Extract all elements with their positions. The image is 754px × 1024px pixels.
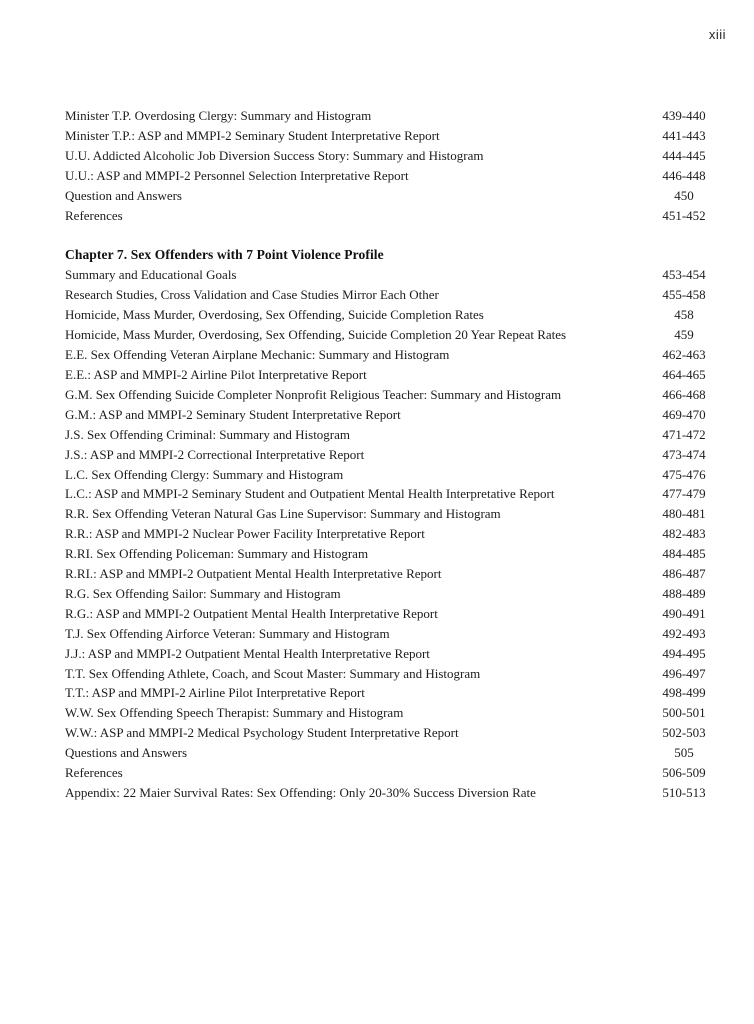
toc-entry-pages: 510-513	[662, 785, 706, 800]
toc-entry	[65, 763, 720, 783]
toc-entry-pages: 453-454	[662, 267, 706, 283]
toc-entry-pages: 492-493	[662, 625, 706, 641]
toc-entry-title: J.J.: ASP and MMPI-2 Outpatient Mental Health Interpretative Report	[65, 645, 430, 661]
toc-entry-title: R.G.: ASP and MMPI-2 Outpatient Mental Health Interpretative Report	[65, 605, 438, 621]
toc-entry	[65, 644, 720, 664]
toc-entry	[65, 425, 720, 445]
toc-entry	[65, 285, 720, 305]
toc-entry-pages: 439-440	[662, 108, 706, 123]
toc-entry-title: Homicide, Mass Murder, Overdosing, Sex Offending, Suicide Completion 20 Year Repeat Rates	[65, 327, 567, 343]
toc-entry-title: R.G. Sex Offending Sailor: Summary and Histogram	[65, 585, 341, 601]
toc-entry-title: Appendix: 22 Maier Survival Rates: Sex Offending: Only 20-30% Success Diversion Rate	[65, 785, 536, 800]
toc-entry-pages: 441-443	[662, 127, 706, 143]
toc-entry	[65, 664, 720, 684]
toc-entry	[65, 186, 720, 206]
toc-entry	[65, 544, 720, 564]
toc-entry-pages: 450	[674, 187, 694, 203]
toc-entry	[65, 265, 720, 285]
toc-entry-title: E.E. Sex Offending Veteran Airplane Mechanic: Summary and Histogram	[65, 347, 450, 363]
toc-entry-title: W.W. Sex Offending Speech Therapist: Summary and Histogram	[65, 705, 404, 721]
toc-entry-title: W.W.: ASP and MMPI-2 Medical Psychology Student Interpretative Report	[65, 725, 459, 741]
table-of-contents	[65, 106, 720, 803]
toc-entry-pages: 498-499	[662, 685, 706, 701]
toc-entry-title: J.S. Sex Offending Criminal: Summary and Histogram	[65, 426, 351, 442]
toc-entry-title: T.J. Sex Offending Airforce Veteran: Summary and Histogram	[65, 625, 390, 641]
toc-entry	[65, 564, 720, 584]
toc-entry-pages: 451-452	[662, 207, 706, 223]
toc-entry	[65, 126, 720, 146]
toc-entry-title: R.R.: ASP and MMPI-2 Nuclear Power Facility Interpretative Report	[65, 526, 425, 542]
toc-entry-pages: 475-476	[662, 466, 706, 482]
toc-entry-pages: 466-468	[662, 386, 706, 402]
toc-entry	[65, 405, 720, 425]
toc-entry-pages: 490-491	[662, 605, 706, 621]
toc-entry-pages: 464-465	[662, 366, 706, 382]
toc-entry-title: Minister T.P. Overdosing Clergy: Summary and Histogram	[65, 108, 372, 123]
toc-entry	[65, 445, 720, 465]
toc-entry-pages: 444-445	[662, 147, 706, 163]
toc-entry	[65, 484, 720, 504]
toc-entry-title: T.T.: ASP and MMPI-2 Airline Pilot Interpretative Report	[65, 685, 365, 701]
toc-entry-pages: 459	[674, 327, 694, 343]
toc-entry-title: G.M.: ASP and MMPI-2 Seminary Student Interpretative Report	[65, 406, 401, 422]
toc-entry-pages: 494-495	[662, 645, 706, 661]
toc-entry	[65, 385, 720, 405]
toc-entry-pages: 482-483	[662, 526, 706, 542]
toc-entry-pages: 473-474	[662, 446, 706, 462]
toc-entry-pages: 455-458	[662, 287, 706, 303]
toc-entry-pages: 480-481	[662, 506, 706, 522]
toc-entry	[65, 723, 720, 743]
toc-entry-title: U.U.: ASP and MMPI-2 Personnel Selection Interpretative Report	[65, 167, 409, 183]
toc-entry	[65, 524, 720, 544]
toc-entry-title: J.S.: ASP and MMPI-2 Correctional Interpretative Report	[65, 446, 365, 462]
toc-entry-title: Research Studies, Cross Validation and Case Studies Mirror Each Other	[65, 287, 439, 303]
toc-entry	[65, 106, 720, 126]
toc-entry-title: E.E.: ASP and MMPI-2 Airline Pilot Interpretative Report	[65, 366, 367, 382]
toc-section	[65, 106, 720, 225]
toc-entry-title: Minister T.P.: ASP and MMPI-2 Seminary Student Interpretative Report	[65, 127, 440, 143]
toc-entry-pages: 506-509	[662, 765, 706, 781]
toc-entry	[65, 345, 720, 365]
toc-entry-pages: 502-503	[662, 725, 706, 741]
toc-entry	[65, 584, 720, 604]
toc-entry-title: L.C. Sex Offending Clergy: Summary and Histogram	[65, 466, 344, 482]
toc-entry-title: Questions and Answers	[65, 745, 188, 761]
toc-entry-title: U.U. Addicted Alcoholic Job Diversion Success Story: Summary and Histogram	[65, 147, 484, 163]
toc-entry	[65, 604, 720, 624]
toc-entry	[65, 703, 720, 723]
toc-entry	[65, 743, 720, 763]
toc-entry	[65, 206, 720, 226]
chapter-heading: Chapter 7. Sex Offenders with 7 Point Violence Profile	[65, 247, 384, 263]
toc-entry-title: References	[65, 765, 123, 781]
toc-entry-pages: 469-470	[662, 406, 706, 422]
toc-entry-title: Question and Answers	[65, 187, 182, 203]
toc-entry-pages: 477-479	[662, 486, 706, 502]
toc-entry-title: R.RI.: ASP and MMPI-2 Outpatient Mental Health Interpretative Report	[65, 566, 442, 582]
toc-entry-pages: 458	[674, 307, 694, 323]
toc-entry	[65, 504, 720, 524]
toc-entry	[65, 624, 720, 644]
toc-entry	[65, 305, 720, 325]
toc-entry-title: G.M. Sex Offending Suicide Completer Nonprofit Religious Teacher: Summary and Histogram	[65, 386, 562, 402]
toc-entry	[65, 146, 720, 166]
toc-entry-title: R.R. Sex Offending Veteran Natural Gas Line Supervisor: Summary and Histogram	[65, 506, 501, 522]
toc-entry-pages: 462-463	[662, 347, 706, 363]
toc-entry-pages: 486-487	[662, 566, 706, 582]
toc-entry-pages: 484-485	[662, 546, 706, 562]
toc-entry-title: References	[65, 207, 123, 223]
toc-entry-title: T.T. Sex Offending Athlete, Coach, and Scout Master: Summary and Histogram	[65, 665, 481, 681]
toc-entry-title: R.RI. Sex Offending Policeman: Summary and Histogram	[65, 546, 369, 562]
toc-entry	[65, 166, 720, 186]
toc-entry-pages: 500-501	[662, 705, 706, 721]
toc-entry-title: Homicide, Mass Murder, Overdosing, Sex Offending, Suicide Completion Rates	[65, 307, 484, 323]
toc-entry	[65, 365, 720, 385]
toc-entry-pages: 505	[674, 745, 694, 761]
toc-entry-pages: 446-448	[662, 167, 706, 183]
toc-entry-pages: 488-489	[662, 585, 706, 601]
toc-entry	[65, 783, 720, 803]
toc-entry-pages: 471-472	[662, 426, 706, 442]
toc-entry	[65, 683, 720, 703]
toc-entry	[65, 325, 720, 345]
toc-entry	[65, 465, 720, 485]
toc-entry-pages: 496-497	[662, 665, 706, 681]
page-number-folio: xiii	[708, 27, 726, 42]
toc-entry-title: L.C.: ASP and MMPI-2 Seminary Student and Outpatient Mental Health Interpretative Report	[65, 486, 555, 502]
toc-entry-title: Summary and Educational Goals	[65, 267, 237, 283]
toc-section	[65, 245, 720, 802]
